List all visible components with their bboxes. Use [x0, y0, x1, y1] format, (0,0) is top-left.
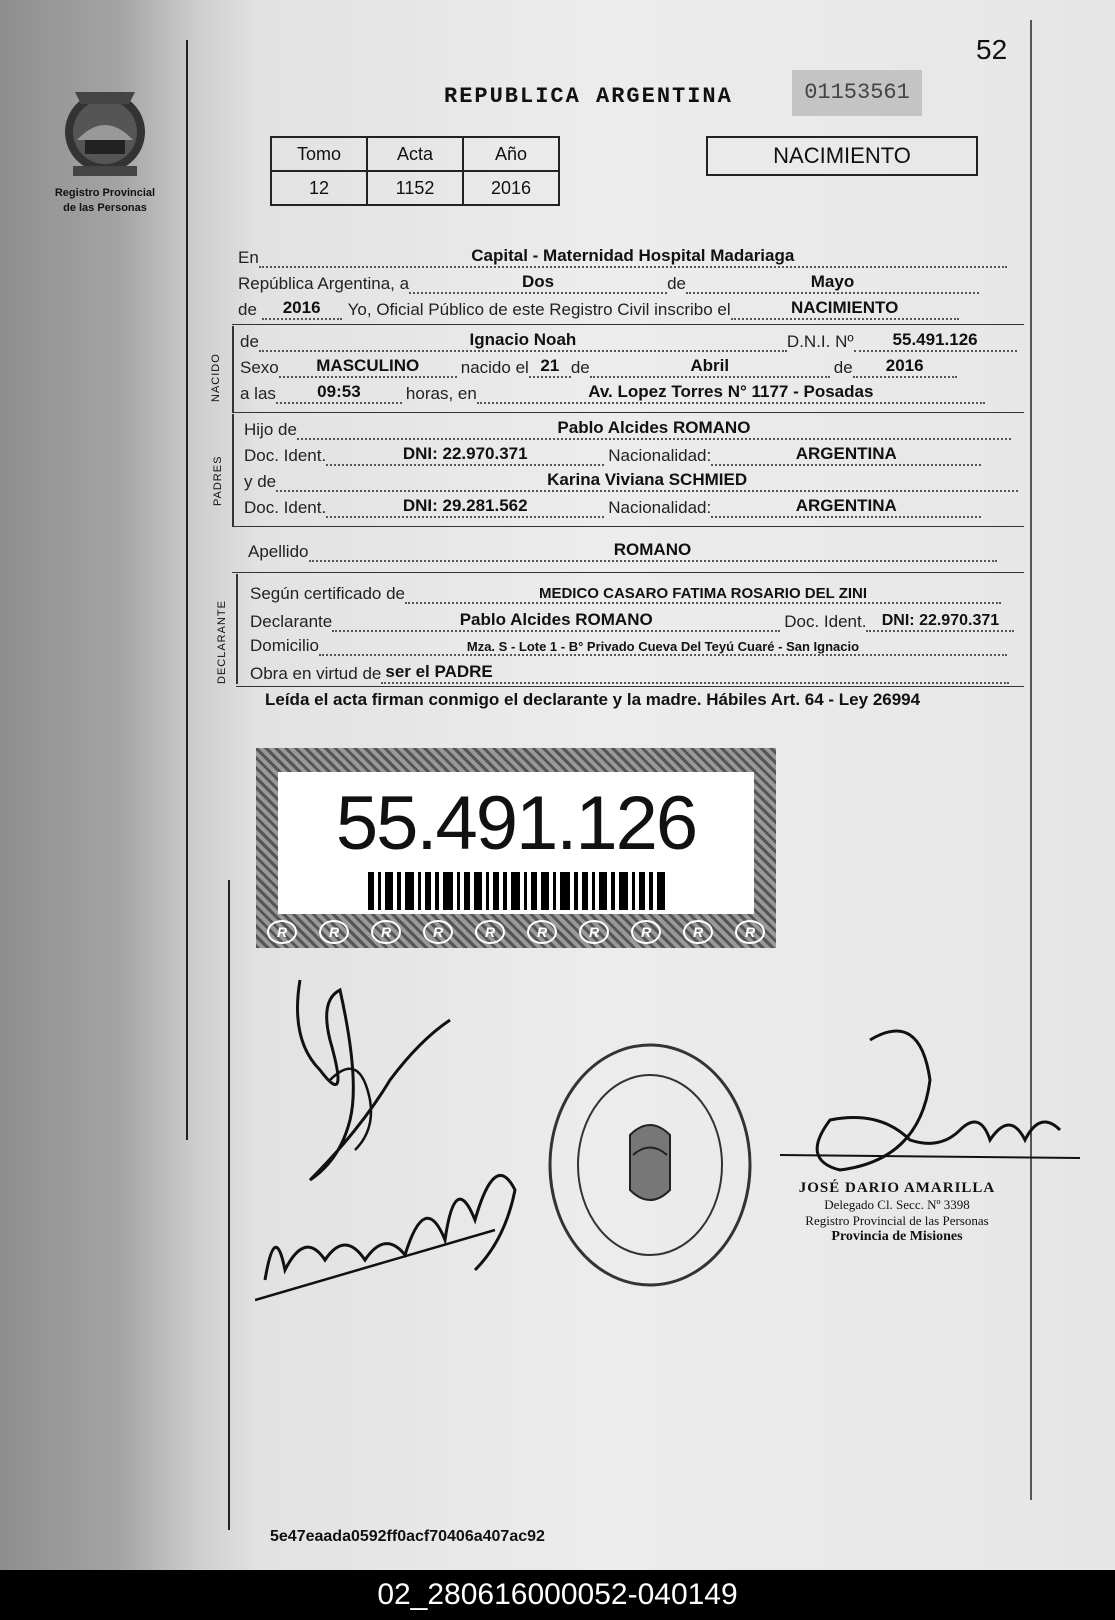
- right-margin-rule: [1030, 20, 1032, 1500]
- en-label: En: [238, 248, 259, 267]
- de-label: de: [667, 274, 686, 293]
- apellido-label: Apellido: [248, 542, 309, 561]
- value-tomo: 12: [271, 171, 367, 205]
- apellido-divider: [232, 572, 1024, 573]
- page-number: 52: [976, 34, 1008, 65]
- birth-day: 21: [529, 356, 571, 378]
- nacido-section-label: NACIDO: [210, 353, 222, 402]
- declarante-value: Pablo Alcides ROMANO: [332, 610, 780, 632]
- official-name-stamp: [772, 1180, 1022, 1245]
- padres-line-4: Doc. Ident. DNI: 29.281.562 Nacionalidad: ARGENTINA: [244, 496, 981, 518]
- padres-line-2: Doc. Ident. DNI: 22.970.371 Nacionalidad: ARGENTINA: [244, 444, 981, 466]
- birth-month: Abril: [590, 356, 830, 378]
- declarante-section-label: DECLARANTE: [216, 600, 228, 684]
- obra-value: ser el PADRE: [381, 662, 1009, 684]
- mother-doc: DNI: 29.281.562: [326, 496, 604, 518]
- child-name: Ignacio Noah: [259, 330, 787, 352]
- logo-caption-2: de las Personas: [63, 202, 147, 214]
- hijo-de-label: Hijo de: [244, 420, 297, 439]
- child-dni: 55.491.126: [854, 330, 1017, 352]
- padres-section-label: PADRES: [212, 455, 224, 506]
- header-tomo: Tomo: [271, 137, 367, 171]
- mother-signature-icon: [255, 1130, 545, 1330]
- intro-line-1: [238, 246, 1007, 268]
- registered-mark-icon: R: [371, 920, 401, 944]
- nacido-el-label: nacido el: [460, 358, 529, 377]
- official-stamp-icon: [545, 1040, 755, 1290]
- padres-line-3: [244, 470, 1018, 492]
- declarante-bar: [236, 574, 238, 684]
- declarante-label: Declarante: [250, 612, 333, 631]
- domicilio-value: Mza. S - Lote 1 - B° Privado Cueva Del Teyú Cuaré - San Ignacio: [319, 639, 1007, 656]
- day-value: Dos: [409, 272, 667, 294]
- apellido-value: ROMANO: [309, 540, 997, 562]
- document-title: REPUBLICA ARGENTINA: [444, 84, 733, 109]
- registered-mark-icon: R: [319, 920, 349, 944]
- registered-mark-icon: R: [683, 920, 713, 944]
- logo-caption-1: Registro Provincial: [54, 187, 156, 199]
- registered-mark-icon: R: [475, 920, 505, 944]
- value-ano: 2016: [463, 171, 559, 205]
- registered-mark-icon: R: [267, 920, 297, 944]
- registered-mark-icon: R: [735, 920, 765, 944]
- birth-year: 2016: [853, 356, 957, 378]
- cert-label: Según certificado de: [250, 584, 405, 603]
- cert-value: MEDICO CASARO FATIMA ROSARIO DEL ZINI: [405, 585, 1001, 604]
- birth-address: Av. Lopez Torres N° 1177 - Posadas: [477, 382, 985, 404]
- intro-line-2: [238, 272, 979, 294]
- republica-label: República Argentina, a: [238, 274, 410, 293]
- mother-nationality: ARGENTINA: [711, 496, 981, 518]
- declarante-line-1: [250, 584, 1001, 604]
- registered-mark-icon: R: [423, 920, 453, 944]
- sexo-value: MASCULINO: [279, 356, 457, 378]
- header-ano: Año: [463, 137, 559, 171]
- declarante-line-4: [250, 662, 1009, 684]
- nacido-line-1: [240, 330, 1017, 352]
- left-margin-rule: [186, 40, 188, 1140]
- mother-name: Karina Viviana SCHMIED: [276, 470, 1018, 492]
- dni-label: D.N.I. Nº: [786, 332, 854, 351]
- document-hash: 5e47eaada0592ff0acf70406a407ac92: [270, 1528, 545, 1545]
- father-name: Pablo Alcides ROMANO: [297, 418, 1011, 440]
- declarante-divider: [236, 686, 1024, 687]
- security-strip: [256, 920, 776, 944]
- year-value: 2016: [262, 298, 342, 320]
- official-role: Delegado Cl. Secc. Nº 3398: [824, 1197, 970, 1212]
- nacido-line-3: [240, 382, 985, 404]
- father-nationality: ARGENTINA: [711, 444, 981, 466]
- official-province: Provincia de Misiones: [831, 1229, 963, 1244]
- official-name: JOSÉ DARIO AMARILLA: [798, 1180, 996, 1196]
- domicilio-label: Domicilio: [250, 636, 319, 655]
- act-value: NACIMIENTO: [731, 298, 959, 320]
- y-de-label: y de: [244, 472, 277, 491]
- value-acta: 1152: [367, 171, 463, 205]
- nacido-de-label: de: [240, 332, 259, 351]
- padres-line-1: [244, 418, 1011, 440]
- barcode-icon: [368, 872, 668, 910]
- record-table: [270, 136, 560, 206]
- province-seal-icon: [55, 80, 155, 180]
- footer-id-bar: 02_280616000052-040149: [0, 1570, 1115, 1620]
- birth-time: 09:53: [276, 382, 402, 404]
- padres-bar: [232, 414, 234, 526]
- father-doc: DNI: 22.970.371: [326, 444, 604, 466]
- registry-logo: [50, 80, 160, 215]
- padres-divider: [232, 526, 1024, 527]
- header-acta: Acta: [367, 137, 463, 171]
- intro-line-3: de 2016 Yo, Oficial Público de este Registro Civil inscribo el NACIMIENTO: [238, 298, 959, 320]
- act-type-box: NACIMIENTO: [706, 136, 978, 176]
- legal-note: Leída el acta firman conmigo el declarante y la madre. Hábiles Art. 64 - Ley 26994: [265, 690, 921, 709]
- declarante-line-2: Declarante Pablo Alcides ROMANO Doc. Ident. DNI: 22.970.371: [250, 610, 1014, 632]
- serial-number: 01153561: [792, 70, 922, 116]
- sexo-label: Sexo: [240, 358, 279, 377]
- registered-mark-icon: R: [631, 920, 661, 944]
- horas-label: horas, en: [405, 384, 477, 403]
- intro-divider: [232, 324, 1024, 325]
- dni-sticker-number: 55.491.126: [335, 781, 697, 866]
- apellido-line: [248, 540, 997, 562]
- official-office: Registro Provincial de las Personas: [805, 1213, 989, 1228]
- nacido-line-2: Sexo MASCULINO nacido el 21 de Abril de 2016: [240, 356, 957, 378]
- registered-mark-icon: R: [579, 920, 609, 944]
- dni-sticker-panel: [278, 772, 754, 914]
- obra-label: Obra en virtud de: [250, 664, 382, 683]
- a-las-label: a las: [240, 384, 276, 403]
- place-value: Capital - Maternidad Hospital Madariaga: [259, 246, 1007, 268]
- nacido-bar: [232, 326, 234, 412]
- month-value: Mayo: [686, 272, 979, 294]
- oficial-text: Yo, Oficial Público de este Registro Civil inscribo el: [347, 300, 731, 319]
- left-margin-rule-lower: [228, 880, 230, 1530]
- declarante-doc: DNI: 22.970.371: [866, 612, 1014, 632]
- registered-mark-icon: R: [527, 920, 557, 944]
- nacido-divider: [232, 412, 1024, 413]
- declarante-line-3: [250, 636, 1007, 656]
- dni-sticker: [256, 748, 776, 948]
